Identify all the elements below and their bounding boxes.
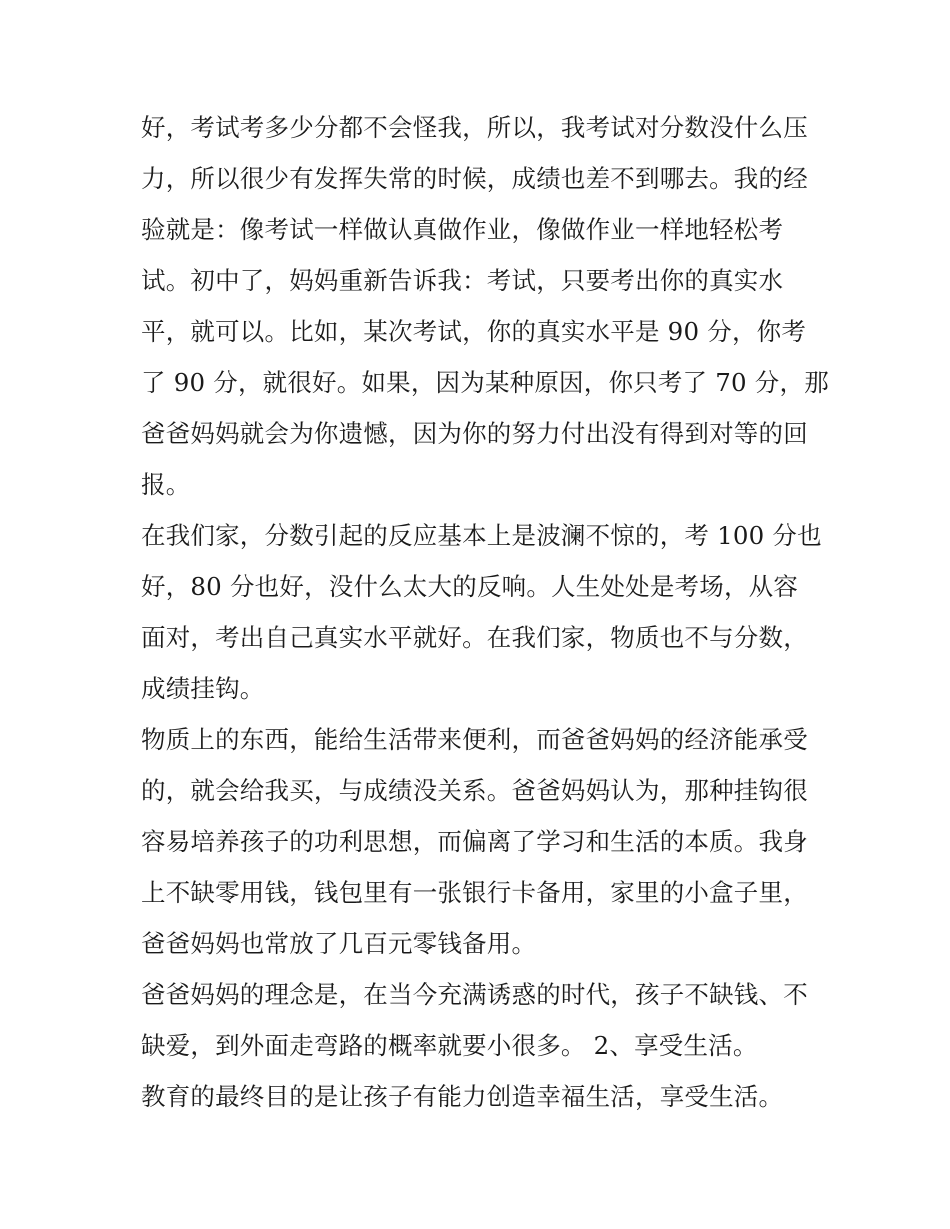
text-line: 了 90 分，就很好。如果，因为某种原因，你只考了 70 分，那 bbox=[141, 368, 829, 397]
text-line: 在我们家，分数引起的反应基本上是波澜不惊的，考 100 分也 bbox=[141, 521, 822, 550]
text-line: 爸爸妈妈就会为你遗憾，因为你的努力付出没有得到对等的回 bbox=[141, 419, 808, 448]
document-body bbox=[141, 102, 829, 1122]
text-line: 报。 bbox=[141, 470, 191, 499]
text-line: 爸爸妈妈的理念是，在当今充满诱惑的时代，孩子不缺钱、不 bbox=[141, 980, 808, 1009]
text-line: 爸爸妈妈也常放了几百元零钱备用。 bbox=[141, 929, 537, 958]
text-line: 容易培养孩子的功利思想，而偏离了学习和生活的本质。我身 bbox=[141, 827, 808, 856]
text-line: 教育的最终目的是让孩子有能力创造幸福生活，享受生活。 bbox=[141, 1082, 784, 1111]
text-line: 面对，考出自己真实水平就好。在我们家，物质也不与分数， bbox=[141, 623, 808, 652]
text-line: 的，就会给我买，与成绩没关系。爸爸妈妈认为，那种挂钩很 bbox=[141, 776, 808, 805]
text-line: 缺爱，到外面走弯路的概率就要小很多。 2、享受生活。 bbox=[141, 1031, 758, 1060]
text-line: 上不缺零用钱，钱包里有一张银行卡备用，家里的小盒子里， bbox=[141, 878, 808, 907]
text-line: 成绩挂钩。 bbox=[141, 674, 265, 703]
text-line: 验就是：像考试一样做认真做作业，像做作业一样地轻松考 bbox=[141, 215, 784, 244]
paragraph bbox=[141, 714, 821, 969]
paragraph bbox=[141, 510, 821, 714]
text-line: 物质上的东西，能给生活带来便利，而爸爸妈妈的经济能承受 bbox=[141, 725, 808, 754]
text-line: 好，考试考多少分都不会怪我，所以，我考试对分数没什么压 bbox=[141, 113, 808, 142]
paragraph bbox=[141, 102, 829, 510]
text-line: 平，就可以。比如，某次考试，你的真实水平是 90 分，你考 bbox=[141, 317, 807, 346]
text-line: 好，80 分也好，没什么太大的反响。人生处处是考场，从容 bbox=[141, 572, 799, 601]
paragraph bbox=[141, 969, 821, 1071]
text-line: 力，所以很少有发挥失常的时候，成绩也差不到哪去。我的经 bbox=[141, 164, 808, 193]
paragraph bbox=[141, 1071, 821, 1122]
text-line: 试。初中了，妈妈重新告诉我：考试，只要考出你的真实水 bbox=[141, 266, 784, 295]
